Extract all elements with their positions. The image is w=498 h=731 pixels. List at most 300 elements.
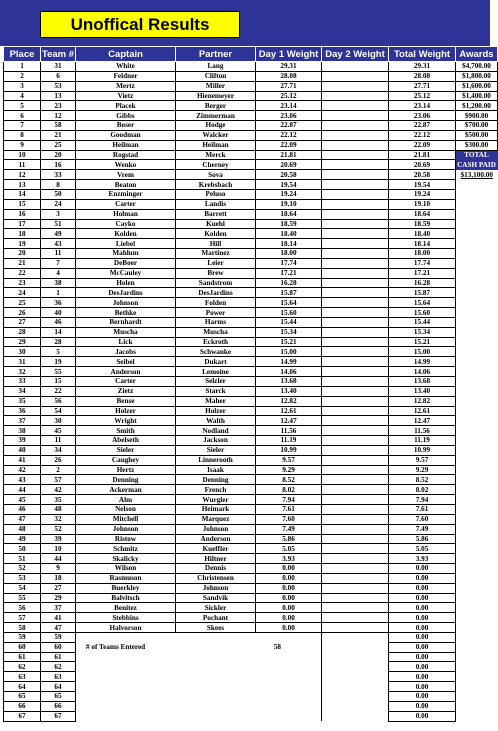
award-amount: $300.00 [456,140,498,150]
table-row [4,534,498,544]
cell-total-weight: 22.12 [389,130,456,140]
cell-day2-weight [322,504,389,514]
cell-place: 34 [4,386,41,396]
award-empty [456,426,498,436]
cell-place: 12 [4,170,41,180]
cell-total-weight: 13.68 [389,377,456,387]
table-row [4,170,498,180]
cell-day1-weight: 13.68 [256,377,322,387]
cell-total-weight: 18.59 [389,219,456,229]
table-row [4,199,498,209]
cell-team: 65 [41,692,76,702]
cell-total-weight: 14.99 [389,357,456,367]
cell-day1-weight: 0.00 [256,583,322,593]
cell-partner: Johnson [176,524,256,534]
table-row [4,426,498,436]
cell-place: 53 [4,573,41,583]
cell-total-weight: 0.00 [389,642,456,652]
table-row [4,91,498,101]
cell-captain: Vrem [76,170,176,180]
cell-place: 56 [4,603,41,613]
cell-place: 48 [4,524,41,534]
cell-day1-weight: 3.93 [256,554,322,564]
cell-team: 64 [41,682,76,692]
award-empty [456,229,498,239]
cell-place: 31 [4,357,41,367]
cell-captain: Schmitz [76,544,176,554]
cell-place: 45 [4,495,41,505]
cell-day2-weight [322,91,389,101]
cell-total-weight: 7.49 [389,524,456,534]
cell-team: 14 [41,327,76,337]
cell-team: 4 [41,268,76,278]
cell-total-weight: 22.09 [389,140,456,150]
cell-day2-weight [322,209,389,219]
award-empty [456,258,498,268]
table-row [4,445,498,455]
cell-day1-weight: 28.08 [256,71,322,81]
cell-total-weight: 15.64 [389,298,456,308]
cell-team: 60 [41,642,76,652]
cell-day2-weight [322,495,389,505]
table-row [4,485,498,495]
cell-total-weight: 15.44 [389,317,456,327]
table-row [4,249,498,259]
cell-place: 58 [4,623,41,633]
table-row [4,71,498,81]
cell-partner: Kuehl [176,219,256,229]
cell-captain: Nelson [76,504,176,514]
cell-total-weight: 22.87 [389,121,456,131]
award-amount: $1,800.00 [456,71,498,81]
cell-day2-weight [322,160,389,170]
table-row [4,209,498,219]
cell-partner: Christensen [176,573,256,583]
cell-place: 30 [4,347,41,357]
cell-total-weight: 18.00 [389,249,456,259]
cell-place: 13 [4,180,41,190]
cell-captain: Placek [76,101,176,111]
cell-place: 43 [4,475,41,485]
teams-entered-block [76,632,322,721]
cell-partner: Clifton [176,71,256,81]
cell-partner: Brew [176,268,256,278]
cell-place: 28 [4,327,41,337]
award-empty [456,534,498,544]
table-row [4,544,498,554]
award-empty [456,524,498,534]
cell-place: 55 [4,593,41,603]
cell-captain: Buerkley [76,583,176,593]
cell-day2-weight [322,613,389,623]
cell-total-weight: 0.00 [389,564,456,574]
award-empty [456,317,498,327]
cell-day1-weight: 27.71 [256,81,322,91]
cell-day1-weight: 19.54 [256,180,322,190]
table-row [4,121,498,131]
cell-team: 62 [41,662,76,672]
table-row [4,81,498,91]
cell-team: 59 [41,632,76,642]
cell-captain: Zietz [76,386,176,396]
cell-day2-weight [322,219,389,229]
cell-partner: Hienemeyer [176,91,256,101]
cell-day1-weight: 15.87 [256,288,322,298]
cell-day1-weight: 14.99 [256,357,322,367]
award-empty [456,514,498,524]
cell-total-weight: 0.00 [389,672,456,682]
cell-partner: Nodland [176,426,256,436]
cell-place: 33 [4,377,41,387]
cell-team: 66 [41,701,76,711]
cell-team: 7 [41,258,76,268]
cell-place: 63 [4,672,41,682]
cell-day2-weight [322,288,389,298]
cell-total-weight: 11.19 [389,436,456,446]
cell-partner: Dennis [176,564,256,574]
cell-day2-weight [322,386,389,396]
cell-partner: Sickler [176,603,256,613]
table-row [4,554,498,564]
cell-day2-weight [322,632,389,642]
cell-team: 36 [41,298,76,308]
award-empty [456,632,498,642]
cell-day2-weight [322,308,389,318]
cell-team: 39 [41,534,76,544]
cell-captain: Wright [76,416,176,426]
cell-place: 2 [4,71,41,81]
cell-partner: Peluso [176,189,256,199]
cell-captain: Carter [76,377,176,387]
cell-place: 23 [4,278,41,288]
award-empty [456,583,498,593]
cell-day2-weight [322,327,389,337]
table-row [4,386,498,396]
cell-captain: Holman [76,209,176,219]
award-amount: $900.00 [456,111,498,121]
cell-total-weight: 5.86 [389,534,456,544]
cell-place: 15 [4,199,41,209]
cell-place: 1 [4,62,41,72]
cell-place: 4 [4,91,41,101]
cell-partner: Pochant [176,613,256,623]
cell-partner: Sandstrom [176,278,256,288]
cell-total-weight: 0.00 [389,711,456,721]
cell-day1-weight: 0.00 [256,613,322,623]
cell-captain: Mitchell [76,514,176,524]
cell-partner: Hodge [176,121,256,131]
cell-day2-weight [322,455,389,465]
cell-day1-weight: 18.00 [256,249,322,259]
cell-team: 21 [41,130,76,140]
cell-day2-weight [322,298,389,308]
cell-total-weight: 0.00 [389,573,456,583]
cell-captain: Johnson [76,298,176,308]
cell-team: 57 [41,475,76,485]
cell-total-weight: 7.60 [389,514,456,524]
cell-team: 31 [41,62,76,72]
cell-day1-weight: 15.21 [256,337,322,347]
award-empty [456,504,498,514]
cell-partner: Denning [176,475,256,485]
teams-entered-value: 58 [273,642,281,651]
table-row [4,593,498,603]
award-empty [456,613,498,623]
cell-captain: Bernhardt [76,317,176,327]
cell-partner: Muscha [176,327,256,337]
cell-partner: Holzer [176,406,256,416]
award-amount: $1,400.00 [456,91,498,101]
cell-captain: Holzer [76,406,176,416]
cell-captain: Halvorson [76,623,176,633]
header-awards: Awards [456,47,498,62]
cell-partner: Schwanke [176,347,256,357]
cell-total-weight: 0.00 [389,603,456,613]
cell-day2-weight [322,367,389,377]
award-amount: $700.00 [456,121,498,131]
cell-team: 55 [41,367,76,377]
cell-day1-weight: 19.24 [256,189,322,199]
cell-day2-weight [322,593,389,603]
cell-day1-weight: 17.21 [256,268,322,278]
cell-place: 22 [4,268,41,278]
cell-team: 25 [41,140,76,150]
award-empty [456,347,498,357]
cell-place: 10 [4,150,41,160]
cell-day1-weight: 23.14 [256,101,322,111]
cell-total-weight: 0.00 [389,583,456,593]
cell-team: 42 [41,485,76,495]
cell-day1-weight: 14.06 [256,367,322,377]
award-amount: $1,600.00 [456,81,498,91]
cell-team: 45 [41,426,76,436]
cell-total-weight: 0.00 [389,593,456,603]
cell-partner: Sova [176,170,256,180]
award-empty [456,219,498,229]
cell-total-weight: 20.69 [389,160,456,170]
cell-team: 11 [41,249,76,259]
cell-place: 26 [4,308,41,318]
cell-total-weight: 21.81 [389,150,456,160]
cell-team: 58 [41,121,76,131]
table-row [4,268,498,278]
award-empty [456,406,498,416]
cell-day1-weight: 8.52 [256,475,322,485]
cell-day2-weight [322,396,389,406]
cell-team: 61 [41,652,76,662]
cell-team: 13 [41,91,76,101]
cell-place: 5 [4,101,41,111]
cell-team: 22 [41,386,76,396]
cell-day1-weight: 15.60 [256,308,322,318]
cell-partner: Dukart [176,357,256,367]
cash-paid-label: CASH PAID [457,160,496,169]
cell-day2-weight [322,475,389,485]
cell-partner: Heilman [176,140,256,150]
table-row [4,101,498,111]
cell-partner: Selzler [176,377,256,387]
table-row [4,308,498,318]
cell-team: 35 [41,495,76,505]
header-partner: Partner [176,47,256,62]
cell-place: 36 [4,406,41,416]
award-empty [456,209,498,219]
table-row [4,416,498,426]
cell-team: 53 [41,81,76,91]
award-amount: $1,200.00 [456,101,498,111]
table-row [4,475,498,485]
cell-place: 66 [4,701,41,711]
cell-day2-weight [322,701,389,711]
table-row [4,111,498,121]
cell-captain: Abelseth [76,436,176,446]
cell-total-weight: 18.40 [389,229,456,239]
cell-captain: Bethke [76,308,176,318]
award-empty [456,357,498,367]
cell-partner: Sandvik [176,593,256,603]
award-empty [456,327,498,337]
cell-team: 63 [41,672,76,682]
cell-partner: Hiltner [176,554,256,564]
award-empty [456,278,498,288]
cell-captain: Mertz [76,81,176,91]
cell-place: 25 [4,298,41,308]
cell-day2-weight [322,406,389,416]
cell-partner: Linnerooth [176,455,256,465]
cell-team: 41 [41,613,76,623]
cell-day2-weight [322,672,389,682]
cell-day1-weight: 7.60 [256,514,322,524]
award-empty [456,288,498,298]
cell-partner: Merck [176,150,256,160]
cell-place: 6 [4,111,41,121]
cell-day1-weight: 16.28 [256,278,322,288]
table-row [4,436,498,446]
cell-day1-weight: 15.44 [256,317,322,327]
table-row [4,357,498,367]
cell-day1-weight: 5.86 [256,534,322,544]
cell-day2-weight [322,317,389,327]
cell-day2-weight [322,465,389,475]
award-empty [456,544,498,554]
table-row [4,455,498,465]
cell-partner: Kueffler [176,544,256,554]
cell-day2-weight [322,662,389,672]
cell-team: 54 [41,406,76,416]
cell-day2-weight [322,130,389,140]
cell-day1-weight: 0.00 [256,623,322,633]
table-row [4,150,498,160]
cell-partner: Kolden [176,229,256,239]
cell-total-weight: 8.52 [389,475,456,485]
cell-team: 34 [41,445,76,455]
award-empty [456,308,498,318]
cell-captain: Gibbs [76,111,176,121]
cell-team: 23 [41,101,76,111]
cell-total-weight: 11.56 [389,426,456,436]
cell-day1-weight: 0.00 [256,603,322,613]
cell-total-weight: 12.82 [389,396,456,406]
cell-total-weight: 12.61 [389,406,456,416]
cell-captain: Enzminger [76,189,176,199]
cell-team: 33 [41,170,76,180]
cell-place: 8 [4,130,41,140]
cell-day2-weight [322,652,389,662]
header-captain: Captain [76,47,176,62]
cell-captain: Rasmuson [76,573,176,583]
award-empty [456,672,498,682]
table-row [4,298,498,308]
table-row [4,140,498,150]
cell-day2-weight [322,445,389,455]
cell-team: 56 [41,396,76,406]
award-empty [456,465,498,475]
cell-place: 60 [4,642,41,652]
cell-captain: Seibel [76,357,176,367]
cell-team: 10 [41,544,76,554]
award-empty [456,199,498,209]
award-empty [456,367,498,377]
cell-day1-weight: 0.00 [256,573,322,583]
award-empty [456,554,498,564]
cell-total-weight: 15.21 [389,337,456,347]
award-empty [456,416,498,426]
table-row [4,180,498,190]
cell-partner: Power [176,308,256,318]
cell-captain: DesJardins [76,288,176,298]
cell-place: 17 [4,219,41,229]
table-row [4,189,498,199]
cell-day1-weight: 17.74 [256,258,322,268]
cell-partner: Landis [176,199,256,209]
cell-partner: Martinez [176,249,256,259]
cell-place: 35 [4,396,41,406]
award-empty [456,445,498,455]
cell-day2-weight [322,573,389,583]
cell-total-weight: 7.61 [389,504,456,514]
cell-captain: Carter [76,199,176,209]
cell-day1-weight: 15.64 [256,298,322,308]
cell-captain: Rogstad [76,150,176,160]
cell-day1-weight: 20.69 [256,160,322,170]
cell-day2-weight [322,337,389,347]
award-empty [456,623,498,633]
cell-captain: Goodman [76,130,176,140]
cell-captain: Liebel [76,239,176,249]
cell-partner: Walcker [176,130,256,140]
award-empty [456,180,498,190]
cell-captain: McCauley [76,268,176,278]
cell-day1-weight: 18.64 [256,209,322,219]
cell-place: 24 [4,288,41,298]
cell-day2-weight [322,377,389,387]
cell-captain: Hertz [76,465,176,475]
table-row [4,504,498,514]
cell-place: 18 [4,229,41,239]
cell-place: 42 [4,465,41,475]
table-row [4,377,498,387]
cell-day2-weight [322,258,389,268]
cell-day2-weight [322,239,389,249]
cell-day1-weight: 18.40 [256,229,322,239]
cell-total-weight: 16.28 [389,278,456,288]
award-empty [456,603,498,613]
cell-total-weight: 0.00 [389,692,456,702]
cell-place: 3 [4,81,41,91]
cell-day1-weight: 22.12 [256,130,322,140]
cell-captain: Cayko [76,219,176,229]
cell-total-weight: 0.00 [389,623,456,633]
